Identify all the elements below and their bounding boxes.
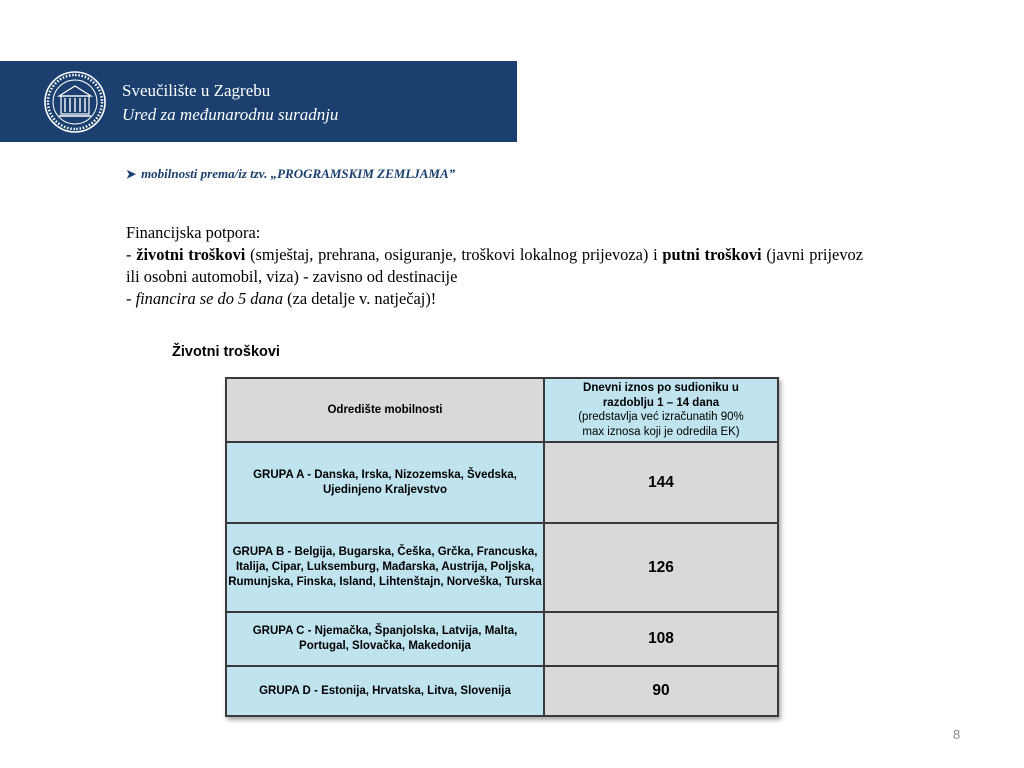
page-number: 8 <box>953 727 961 742</box>
group-c-amount: 108 <box>544 612 778 666</box>
university-name: Sveučilište u Zagrebu <box>122 81 271 100</box>
group-c-cell: GRUPA C - Njemačka, Španjolska, Latvija, Malta, Portugal, Slovačka, Makedonija <box>226 612 544 666</box>
group-b-amount: 126 <box>544 523 778 612</box>
living-costs-term: životni troškovi <box>136 245 246 264</box>
table-row <box>226 523 778 612</box>
financial-support-heading: Financijska potpora: <box>126 223 261 242</box>
table-header-row <box>226 378 778 442</box>
amount-header <box>544 378 778 442</box>
travel-costs-detail: (javni prijevoz ili osobni automobil, viza) - zavisno od destinacije <box>126 245 863 286</box>
destination-header: Odredište mobilnosti <box>226 378 544 442</box>
table-row <box>226 666 778 716</box>
living-costs-paragraph <box>126 244 863 288</box>
travel-costs-term: putni troškovi <box>662 245 762 264</box>
financial-support-text <box>126 222 863 310</box>
living-costs-table <box>225 377 779 717</box>
university-seal-icon <box>43 70 107 134</box>
funding-days-paragraph <box>126 288 863 310</box>
arrow-bullet-icon: ➤ <box>126 167 137 181</box>
bullet-text: mobilnosti prema/iz tzv. „PROGRAMSKIM ZEMLJAMA” <box>141 166 456 181</box>
funding-days-term: financira se do 5 dana <box>135 289 284 308</box>
group-d-amount: 90 <box>544 666 778 716</box>
office-name: Ured za međunarodnu suradnju <box>122 105 339 124</box>
living-costs-detail: (smještaj, prehrana, osiguranje, troškovi lokalnog prijevoza) i <box>245 245 663 264</box>
amount-header-note-line1: (predstavlja već izračunatih 90% <box>578 411 744 423</box>
table-title: Životni troškovi <box>172 344 280 360</box>
amount-header-note-line2: max iznosa koji je odredila EK) <box>582 425 740 438</box>
amount-header-line2: razdoblju 1 – 14 dana <box>602 396 720 409</box>
group-a-cell: GRUPA A - Danska, Irska, Nizozemska, Švedska, Ujedinjeno Kraljevstvo <box>226 442 544 523</box>
bullet-line <box>126 166 455 182</box>
table-row <box>226 612 778 666</box>
group-d-cell: GRUPA D - Estonija, Hrvatska, Litva, Slovenija <box>226 666 544 716</box>
group-b-cell: GRUPA B - Belgija, Bugarska, Češka, Grčka, Francuska, Italija, Cipar, Luksemburg, Mađarska, Austrija, Poljska, Rumunjska, Finska, Island, Lihtenštajn, Norveška, Turska <box>226 523 544 612</box>
group-a-amount: 144 <box>544 442 778 523</box>
dash: - <box>126 289 136 308</box>
funding-days-detail: (za detalje v. natječaj)! <box>283 289 437 308</box>
dash: - <box>126 245 137 264</box>
amount-header-line1: Dnevni iznos po sudioniku u <box>583 382 739 394</box>
table-row <box>226 442 778 523</box>
